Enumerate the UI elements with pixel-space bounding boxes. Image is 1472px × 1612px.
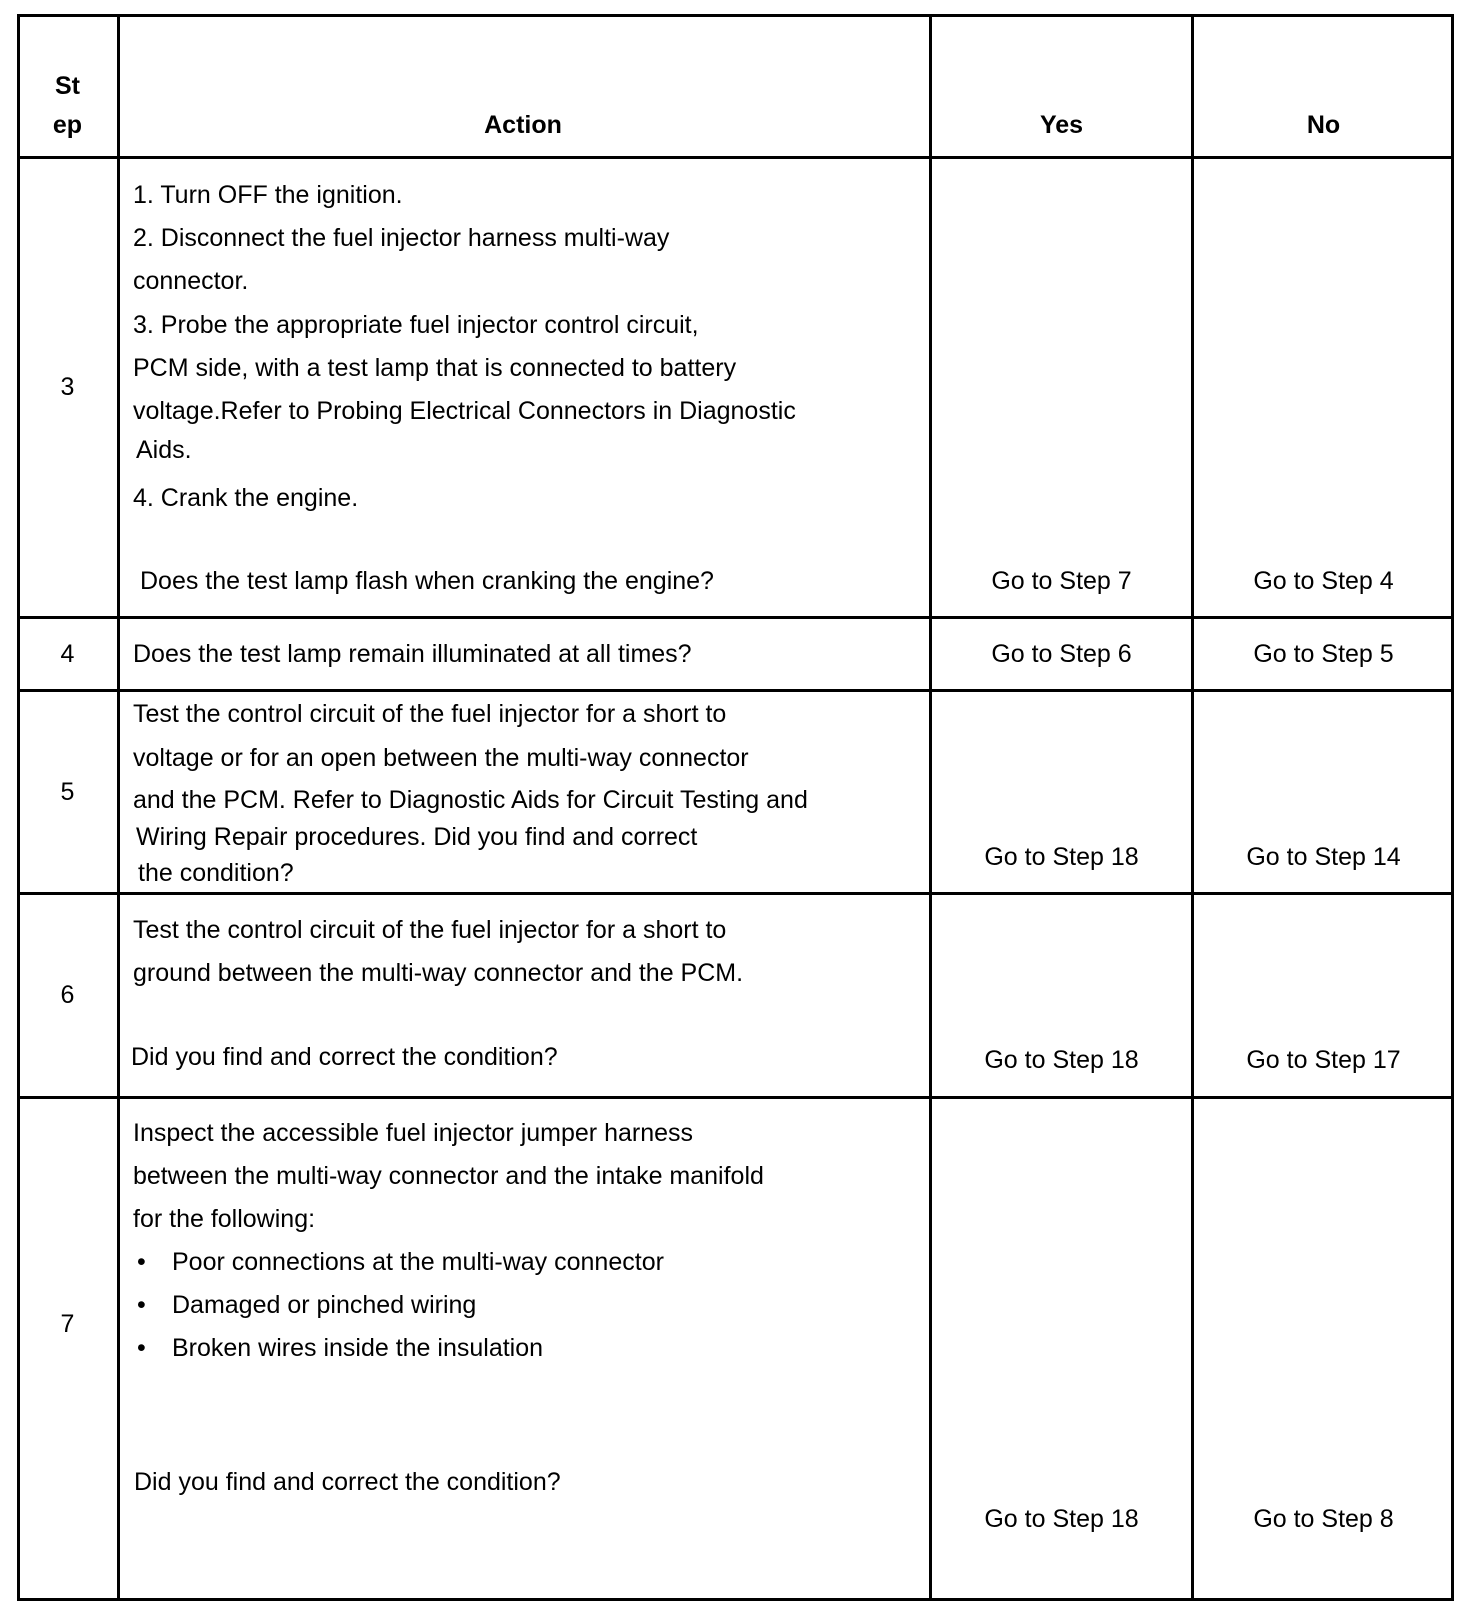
action-question: Did you find and correct the condition? [131,1043,558,1071]
step-number: 7 [60,1310,75,1338]
column-rule [1191,14,1194,1601]
column-rule [117,14,120,1601]
action-line: 1. Turn OFF the ignition. [133,181,403,209]
row-rule [17,616,1454,619]
row-rule [17,1096,1454,1099]
no-result: Go to Step 14 [1246,843,1401,871]
header-yes: Yes [1039,111,1084,139]
table-border-bottom [17,1598,1454,1601]
bullet-marker: • [137,1334,146,1362]
table-border-right [1451,14,1454,1601]
header-no: No [1306,111,1341,139]
step-number: 3 [60,373,75,401]
step-number: 4 [60,640,75,668]
yes-result: Go to Step 18 [984,843,1139,871]
action-line: Inspect the accessible fuel injector jumper harness [133,1119,694,1147]
yes-result: Go to Step 6 [991,640,1132,668]
action-question: Does the test lamp flash when cranking the engine? [140,567,714,595]
diagnostic-table [17,14,1454,1601]
action-line: Wiring Repair procedures. Did you find and correct [136,823,698,851]
header-step-line2: ep [52,111,83,139]
action-line: voltage or for an open between the multi-way connector [133,744,749,772]
row-rule [17,689,1454,692]
bullet-text: Poor connections at the multi-way connector [172,1248,664,1276]
action-line: 4. Crank the engine. [133,484,359,512]
action-line: Aids. [136,436,192,464]
no-result: Go to Step 8 [1253,1505,1394,1533]
bullet-marker: • [137,1248,146,1276]
action-line: Test the control circuit of the fuel injector for a short to [133,700,727,728]
no-result: Go to Step 4 [1253,567,1394,595]
action-line: Test the control circuit of the fuel injector for a short to [133,916,727,944]
action-line: 3. Probe the appropriate fuel injector control circuit, [133,311,699,339]
action-question: Did you find and correct the condition? [134,1468,561,1496]
no-result: Go to Step 17 [1246,1046,1401,1074]
no-result: Go to Step 5 [1253,640,1394,668]
table-border-top [17,14,1454,17]
bullet-text: Damaged or pinched wiring [172,1291,477,1319]
step-number: 6 [60,981,75,1009]
bullet-text: Broken wires inside the insulation [172,1334,544,1362]
action-line: the condition? [138,859,294,887]
action-line: 2. Disconnect the fuel injector harness multi-way [133,224,670,252]
step-number: 5 [60,778,75,806]
header-step-line1: St [55,72,80,100]
bullet-marker: • [137,1291,146,1319]
row-rule [17,892,1454,895]
action-line: PCM side, with a test lamp that is connected to battery [133,354,737,382]
action-line: voltage.Refer to Probing Electrical Connectors in Diagnostic [133,397,796,425]
action-line: and the PCM. Refer to Diagnostic Aids for Circuit Testing and [133,786,808,814]
action-question: Does the test lamp remain illuminated at all times? [133,640,692,668]
yes-result: Go to Step 7 [991,567,1132,595]
action-line: ground between the multi-way connector and the PCM. [133,959,744,987]
yes-result: Go to Step 18 [984,1046,1139,1074]
table-border-left [17,14,20,1601]
action-line: connector. [133,267,249,295]
column-rule [929,14,932,1601]
yes-result: Go to Step 18 [984,1505,1139,1533]
header-action: Action [484,111,562,139]
header-rule [17,156,1454,159]
action-line: between the multi-way connector and the intake manifold [133,1162,764,1190]
action-line: for the following: [133,1205,316,1233]
